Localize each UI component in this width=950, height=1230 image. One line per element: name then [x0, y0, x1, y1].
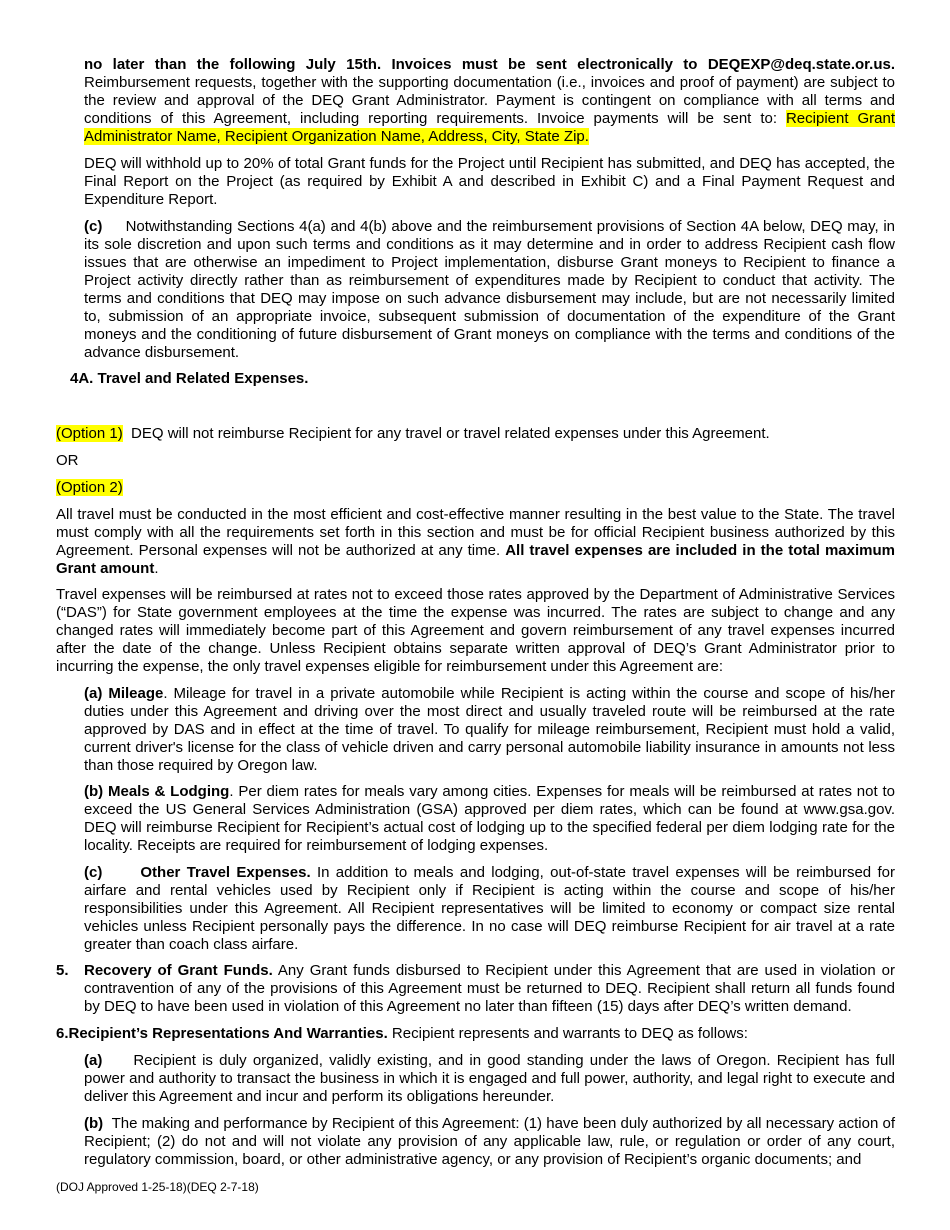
meals-label: (b) Meals & Lodging	[84, 783, 230, 800]
advance-disbursement-paragraph: (c) Notwithstanding Sections 4(a) and 4(b) above and the reimbursement provisions of Section 4A below, DEQ may, in its sole discretion and upon such terms and conditions as it may determine and in order to address Recipient cash flow issues that are otherwise an impediment to Project implementation, disburse Grant moneys to Recipient to finance a Project activity directly rather than as reimbursement of expenditures made by Recipient to conduct that activity. The terms and conditions that DEQ may impose on such advance disbursement may include, but are not necessarily limited to, submission of an appropriate invoice, subsequent submission of documentation of the expenditure of the Grant moneys and the conditioning of future disbursement of Grant moneys on compliance with the terms and conditions of the advance disbursement.	[84, 218, 896, 361]
option-2-label: (Option 2)	[56, 479, 123, 496]
clause-label-c: (c)	[84, 218, 103, 235]
withhold-paragraph: DEQ will withhold up to 20% of total Grant funds for the Project until Recipient has submitted, and DEQ has accepted, the Final Report on the Project (as required by Exhibit A and described in Exhibit C) and a Final Payment Request and Expenditure Report.	[84, 155, 895, 208]
reimbursement-text: Reimbursement requests, together with the supporting documentation (i.e., invoices and proof of payment) are subject to the review and approval of the DEQ Grant Administrator. Payment is contingent on compliance with all terms and conditions of this Agreement, including reporting requirements. Invoice payments will be sent to:	[84, 74, 895, 127]
section-5-number: 5.	[56, 962, 69, 979]
invoice-deadline-text: no later than the following July 15th. Invoices must be sent electronically to DEQEXP@deq.state.or.us.	[84, 56, 895, 73]
or-text: OR	[56, 452, 79, 469]
clause-label-6a: (a)	[84, 1052, 103, 1069]
clause-label-6b: (b)	[84, 1115, 104, 1132]
recipient-address-placeholder: Recipient Grant Administrator Name, Recipient Organization Name, Address, City, State Zip.	[84, 110, 895, 145]
option-1-paragraph: (Option 1) DEQ will not reimburse Recipient for any travel or travel related expenses under this Agreement.	[56, 425, 770, 442]
meals-lodging-paragraph: (b) Meals & Lodging. Per diem rates for meals vary among cities. Expenses for meals will be reimbursed at rates not to exceed the US General Services Administration (GSA) approved per diem rates, which can be found at www.gsa.gov. DEQ will reimburse Recipient for Recipient’s actual cost of lodging up to the specified federal per diem lodging rate for the locality. Receipts are required for reimbursement of lodging expenses.	[84, 783, 895, 854]
mileage-label: (a) Mileage	[84, 685, 164, 702]
section-6a-paragraph: (a) Recipient is duly organized, validly existing, and in good standing under the laws of Oregon. Recipient has full power and authority to transact the business in which it is engaged and full power, authority, and legal right to execute and deliver this Agreement and incur and perform its obligations hereunder.	[84, 1052, 895, 1105]
other-travel-paragraph: (c) Other Travel Expenses. In addition to meals and lodging, out-of-state travel expenses will be reimbursed for airfare and rental vehicles used by Recipient only if Recipient is acting within the course and scope of his/her responsibilities under this Agreement. All Recipient representatives will be limited to economy or compact size rental vehicles unless Recipient personally pays the difference. In no case will DEQ reimburse Recipient for air travel at a rate greater than coach class airfare.	[84, 864, 895, 953]
page-footer: (DOJ Approved 1-25-18)(DEQ 2-7-18)	[56, 1180, 259, 1194]
section-6-heading: 6.Recipient’s Representations And Warranties. Recipient represents and warrants to DEQ as follows:	[56, 1025, 748, 1042]
section-4a-heading: 4A. Travel and Related Expenses.	[70, 370, 309, 387]
option-1-label: (Option 1)	[56, 425, 123, 442]
travel-efficiency-paragraph: All travel must be conducted in the most efficient and cost-effective manner resulting in the best value to the State. The travel must comply with all the requirements set forth in this section and must be for official Recipient business authorized by this Agreement. Personal expenses will not be authorized at any time. All travel expenses are included in the total maximum Grant amount.	[56, 506, 895, 577]
section-5: 5. Recovery of Grant Funds. Any Grant funds disbursed to Recipient under this Agreement that are used in violation or contravention of any of the provisions of this Agreement must be returned to DEQ. Recipient shall return all funds found by DEQ to have been used in violation of this Agreement no later than fifteen (15) days after DEQ’s written demand.	[56, 962, 895, 1015]
other-travel-label: (c) Other Travel Expenses.	[84, 864, 311, 881]
travel-rates-paragraph: Travel expenses will be reimbursed at rates not to exceed those rates approved by the Department of Administrative Services (“DAS”) for State government employees at the time the expense was incurred. The rates are subject to change and any changed rates will immediately become part of this Agreement and govern reimbursement of any travel expenses incurred after the date of the change. Unless Recipient obtains separate written approval of DEQ’s Grant Administrator prior to incurring the expense, the only travel expenses eligible for reimbursement under this Agreement are:	[56, 586, 895, 675]
section-6b-paragraph: (b) The making and performance by Recipient of this Agreement: (1) have been duly authorized by all necessary action of Recipient; (2) do not and will not violate any provision of any applicable law, rule, or regulation or order of any court, regulatory commission, board, or other administrative agency, or any provision of Recipient’s organic documents; and	[84, 1115, 896, 1168]
mileage-paragraph: (a) Mileage. Mileage for travel in a private automobile while Recipient is acting within the course and scope of his/her duties under this Agreement and driving over the most direct and usually traveled route will be reimbursed at the rate approved by DAS and in effect at the time of travel. To qualify for mileage reimbursement, Recipient must hold a valid, current driver's license for the class of vehicle driven and carry personal automobile liability insurance in amounts not less than those required by Oregon law.	[84, 685, 895, 774]
invoice-paragraph	[0, 56, 950, 154]
